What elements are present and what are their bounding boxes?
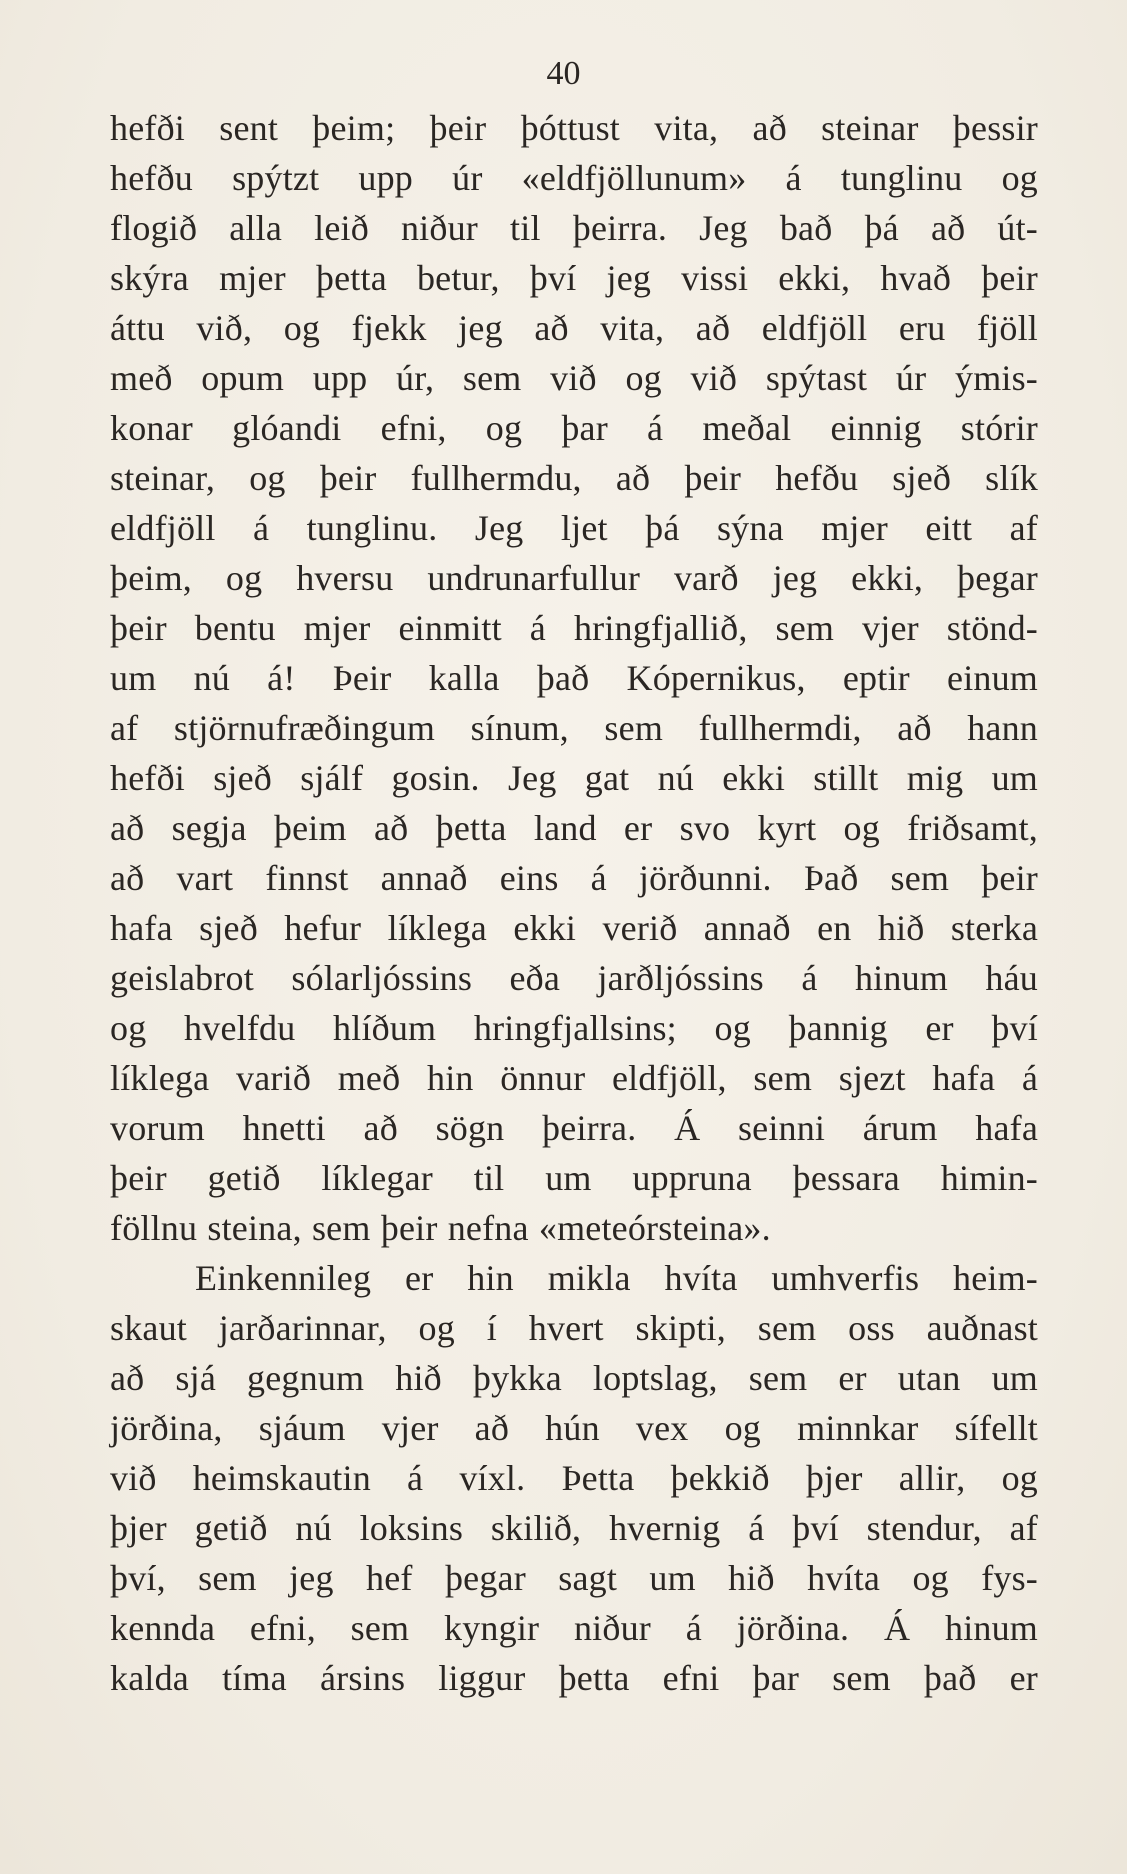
text-line: við heimskautin á víxl. Þetta þekkið þjer allir, og (110, 1458, 1038, 1498)
text-line: steinar, og þeir fullhermdu, að þeir hefðu sjeð slík (110, 458, 1038, 498)
text-line: líklega varið með hin önnur eldfjöll, sem sjezt hafa á (110, 1058, 1038, 1098)
text-line: þjer getið nú loksins skilið, hvernig á því stendur, af (110, 1508, 1038, 1548)
text-line: hefði sjeð sjálf gosin. Jeg gat nú ekki stillt mig um (110, 758, 1038, 798)
text-line: þeim, og hversu undrunarfullur varð jeg ekki, þegar (110, 558, 1038, 598)
text-line: kennda efni, sem kyngir niður á jörðina. Á hinum (110, 1608, 1038, 1648)
text-line: skaut jarðarinnar, og í hvert skipti, sem oss auðnast (110, 1308, 1038, 1348)
text-line: af stjörnufræðingum sínum, sem fullhermdi, að hann (110, 708, 1038, 748)
text-line: þeir bentu mjer einmitt á hringfjallið, sem vjer stönd- (110, 608, 1038, 648)
body-text (110, 103, 1038, 1703)
text-line: föllnu steina, sem þeir nefna «meteórsteina». (110, 1208, 771, 1248)
text-line: jörðina, sjáum vjer að hún vex og minnkar sífellt (110, 1408, 1038, 1448)
text-line: skýra mjer þetta betur, því jeg vissi ekki, hvað þeir (110, 258, 1038, 298)
text-line: þeir getið líklegar til um uppruna þessara himin- (110, 1158, 1038, 1198)
page-number: 40 (546, 55, 581, 92)
text-line: geislabrot sólarljóssins eða jarðljóssins á hinum háu (110, 958, 1038, 998)
text-line: kalda tíma ársins liggur þetta efni þar sem það er (110, 1658, 1038, 1698)
text-line: vorum hnetti að sögn þeirra. Á seinni árum hafa (110, 1108, 1038, 1148)
text-line: hafa sjeð hefur líklega ekki verið annað en hið sterka (110, 908, 1038, 948)
text-line: að sjá gegnum hið þykka loptslag, sem er utan um (110, 1358, 1038, 1398)
text-line: eldfjöll á tunglinu. Jeg ljet þá sýna mjer eitt af (110, 508, 1038, 548)
text-line: og hvelfdu hlíðum hringfjallsins; og þannig er því (110, 1008, 1038, 1048)
text-line: Einkennileg er hin mikla hvíta umhverfis heim- (195, 1258, 1038, 1298)
text-line: að segja þeim að þetta land er svo kyrt og friðsamt, (110, 808, 1038, 848)
text-line: með opum upp úr, sem við og við spýtast úr ýmis- (110, 358, 1038, 398)
text-line: konar glóandi efni, og þar á meðal einnig stórir (110, 408, 1038, 448)
text-line: hefði sent þeim; þeir þóttust vita, að steinar þessir (110, 108, 1038, 148)
text-line: flogið alla leið niður til þeirra. Jeg bað þá að út- (110, 208, 1038, 248)
text-line: hefðu spýtzt upp úr «eldfjöllunum» á tunglinu og (110, 158, 1038, 198)
text-line: að vart finnst annað eins á jörðunni. Það sem þeir (110, 858, 1038, 898)
text-line: um nú á! Þeir kalla það Kópernikus, eptir einum (110, 658, 1038, 698)
text-line: því, sem jeg hef þegar sagt um hið hvíta og fys- (110, 1558, 1038, 1598)
text-line: áttu við, og fjekk jeg að vita, að eldfjöll eru fjöll (110, 308, 1038, 348)
